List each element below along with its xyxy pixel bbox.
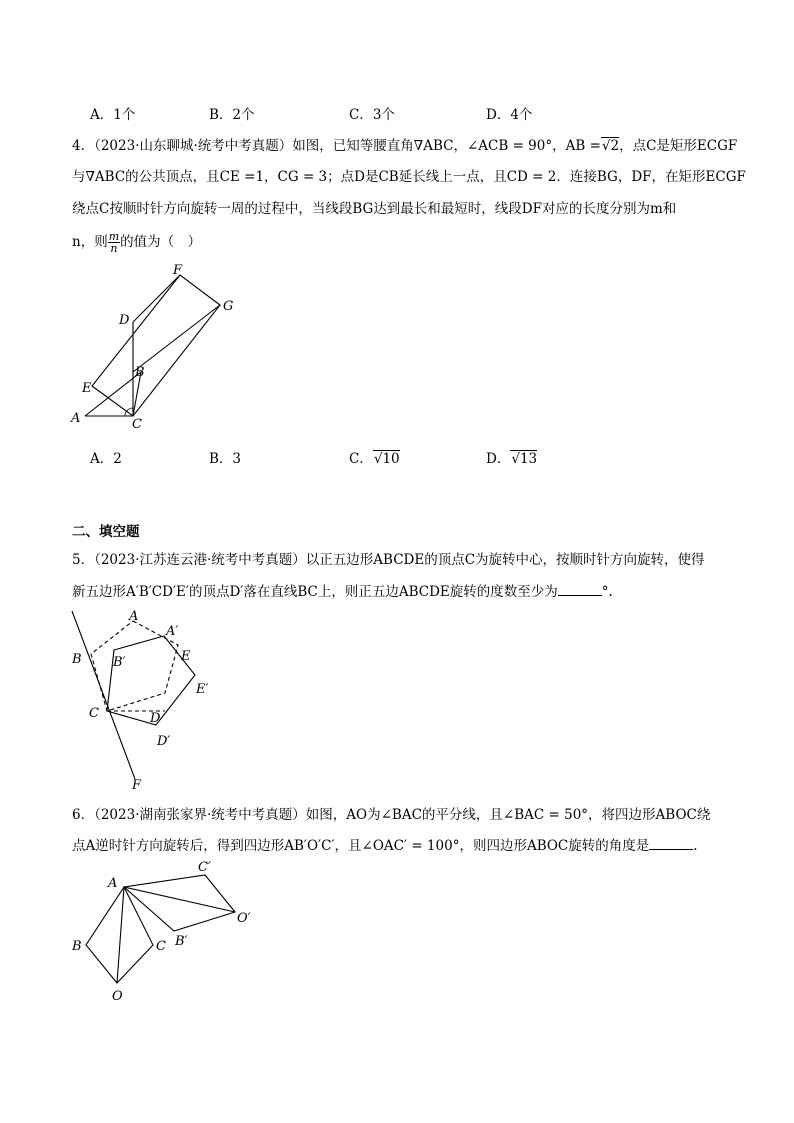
q5-line-2 bbox=[72, 580, 613, 600]
q6-label-o-prime: O′ bbox=[237, 911, 251, 926]
q5-label-c: C bbox=[89, 706, 99, 721]
q4-n: n，则 bbox=[72, 234, 108, 250]
q4-line-4 bbox=[72, 230, 201, 254]
q4-label-e: E bbox=[82, 381, 92, 396]
q5-label-b-prime: B′ bbox=[113, 655, 126, 670]
q4-option-b: B．3 bbox=[209, 451, 242, 467]
q6-line-2 bbox=[72, 834, 698, 854]
q4-ab: ，AB = bbox=[552, 138, 601, 154]
q4-option-d bbox=[486, 447, 537, 467]
q5-label-a: A bbox=[129, 609, 139, 624]
q3-option-c: C．3个 bbox=[349, 107, 395, 123]
q5-line-1: 5．（2023·江苏连云港·统考中考真题）以正五边形ABCDE的顶点C为旋转中心，按顺时针方向旋转，使得 bbox=[72, 552, 705, 568]
q3-option-a: A．1个 bbox=[90, 107, 136, 123]
q5-label-b: B bbox=[72, 652, 82, 667]
q4-label-b: B bbox=[135, 365, 145, 380]
q6-label-c-prime: C′ bbox=[198, 860, 211, 875]
q6-blank bbox=[649, 849, 693, 850]
q5-label-e: E bbox=[181, 649, 191, 664]
q4-figure bbox=[60, 262, 250, 434]
q4-segment-bg bbox=[133, 305, 220, 372]
q6-text: 点A逆时针方向旋转后，得到四边形AB′O′C′，且∠OAC′ = 100°，则四边形ABOC旋转的角度是 bbox=[72, 838, 650, 854]
q6-quad-rotated bbox=[124, 875, 235, 931]
q4-label-a: A bbox=[71, 411, 81, 426]
q5-label-a-prime: A′ bbox=[166, 624, 179, 639]
q5-line-bf bbox=[72, 611, 135, 779]
q5-label-e-prime: E′ bbox=[196, 682, 209, 697]
q6-label-b-prime: B′ bbox=[175, 934, 188, 949]
q4-option-d-value: 13 bbox=[519, 451, 538, 467]
q4-line-1 bbox=[72, 134, 737, 154]
q5-label-f: F bbox=[132, 778, 142, 793]
q4-label-d: D bbox=[119, 313, 130, 328]
q4-segment-df bbox=[133, 275, 180, 322]
q5-label-d: D bbox=[150, 711, 161, 726]
q6-line-1: 6．（2023·湖南张家界·统考中考真题）如图，AO为∠BAC的平分线，且∠BAC = 50°，将四边形ABOC绕 bbox=[72, 807, 711, 823]
q6-label-o: O bbox=[112, 989, 123, 1004]
q5-text: 新五边形A′B′CD′E′的顶点D′落在直线BC上，则正五边ABCDE旋转的度数至少为 bbox=[72, 584, 558, 600]
q3-option-b: B．2个 bbox=[209, 107, 255, 123]
q6-quad-original bbox=[86, 887, 153, 983]
q3-option-d: D．4个 bbox=[486, 107, 533, 123]
q5-unit: °. bbox=[601, 584, 613, 600]
q4-label-c: C bbox=[132, 417, 142, 432]
q4-option-d-label: D． bbox=[486, 451, 511, 467]
q5-figure bbox=[60, 603, 230, 793]
q4-fraction bbox=[108, 231, 120, 254]
section-title: 二、填空题 bbox=[72, 524, 140, 540]
q6-end: . bbox=[693, 838, 698, 854]
q4-option-a: A．2 bbox=[90, 451, 122, 467]
q6-label-b: B bbox=[72, 939, 82, 954]
q4-option-c bbox=[349, 447, 400, 467]
q4-source: 4．（2023·山东聊城·统考中考真题）如图，已知等腰直角 bbox=[72, 138, 414, 154]
q4-frac-num: m bbox=[108, 230, 120, 243]
q6-label-a: A bbox=[108, 876, 118, 891]
q4-option-d-sqrt: √13 bbox=[511, 451, 538, 467]
q4-triangle: ∇ABC bbox=[413, 138, 454, 154]
q6-segment-ao bbox=[117, 887, 124, 983]
q4-sqrt: √2 bbox=[601, 138, 620, 154]
q4-option-c-label: C． bbox=[349, 451, 373, 467]
q4-frac-den: n bbox=[110, 242, 118, 255]
q4-label-f: F bbox=[173, 263, 183, 278]
q4-line-3: 绕点C按顺时针方向旋转一周的过程中，当线段BG达到最长和最短时，线段DF对应的长度分别为m和 bbox=[72, 201, 677, 217]
q4-line-2: 与∇ABC的公共顶点，且CE =1，CG = 3；点D是CB延长线上一点，且CD = 2．连接BG，DF，在矩形ECGF bbox=[72, 169, 746, 185]
q6-label-c: C bbox=[156, 939, 166, 954]
q4-rect: ，点C是矩形ECGF bbox=[619, 138, 738, 154]
q4-question: 的值为（ ） bbox=[120, 234, 202, 250]
q4-sqrt-value: 2 bbox=[610, 138, 620, 154]
q6-figure bbox=[60, 855, 270, 1005]
q4-angle: ，∠ACB = 90° bbox=[453, 138, 553, 154]
q4-option-c-sqrt: √10 bbox=[373, 451, 400, 467]
q5-label-d-prime: D′ bbox=[157, 734, 171, 749]
q4-option-c-value: 10 bbox=[382, 451, 400, 467]
q5-blank bbox=[558, 595, 602, 596]
q4-label-g: G bbox=[223, 299, 234, 314]
